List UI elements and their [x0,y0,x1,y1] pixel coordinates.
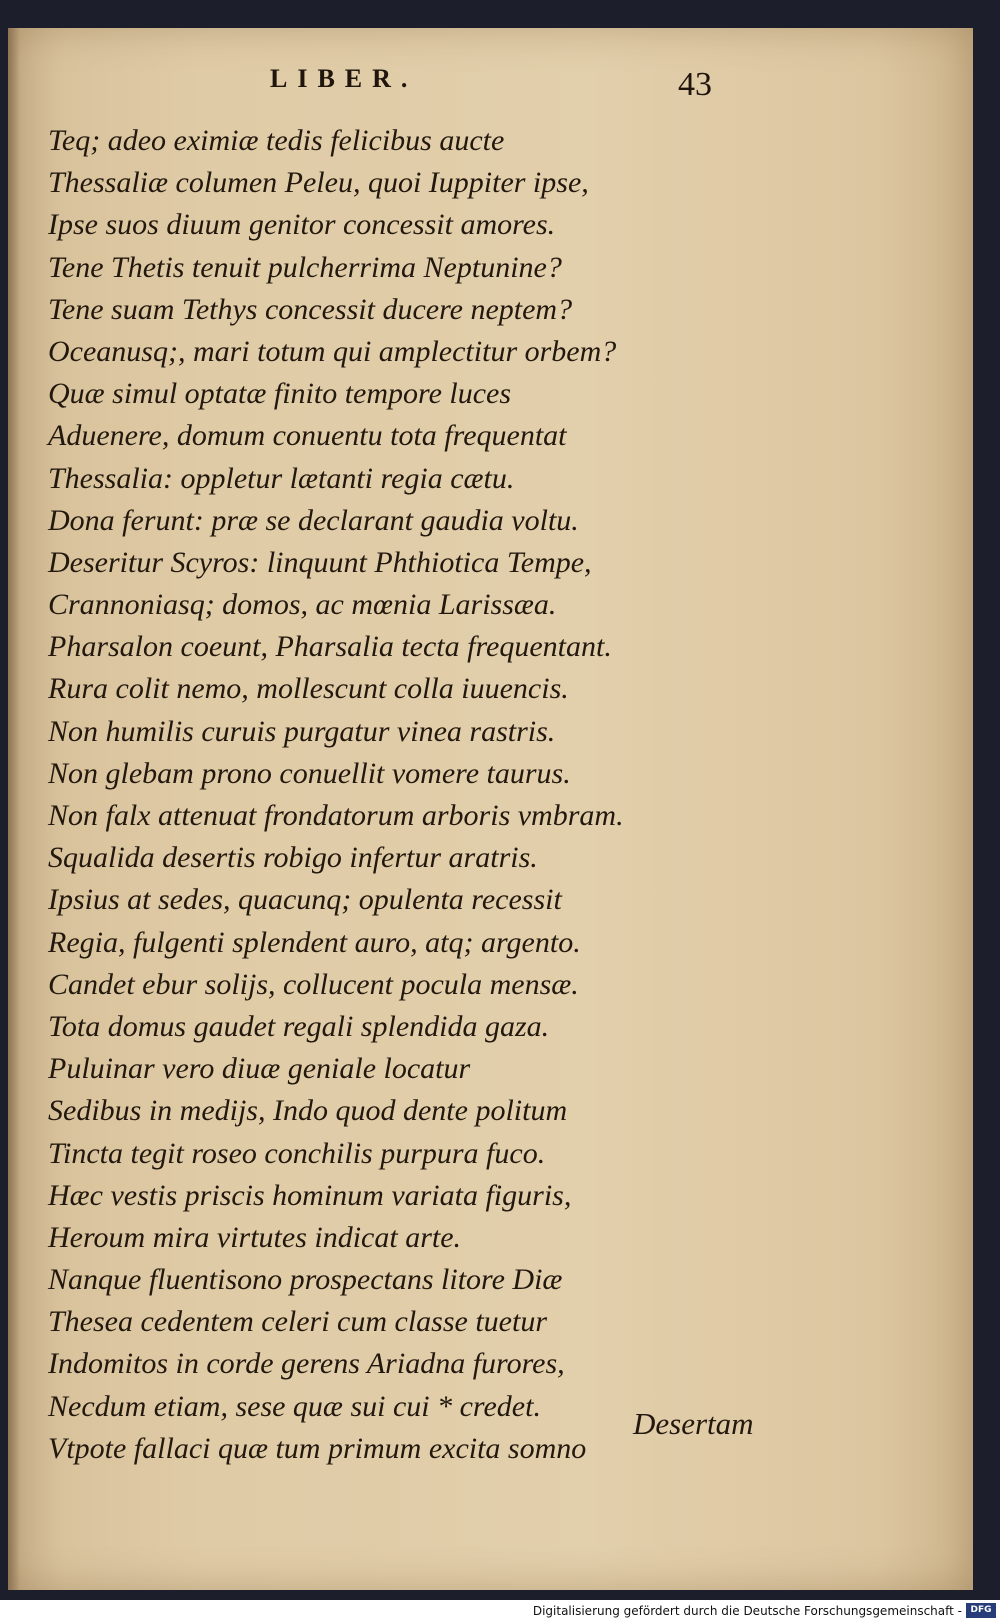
page-gutter-shadow [8,28,20,1590]
verse-line: Tincta tegit roseo conchilis purpura fuco. [48,1136,546,1170]
verse-block [48,120,748,1470]
book-page [8,28,973,1590]
verse-line: Deseritur Scyros: linquunt Phthiotica Tempe, [48,545,592,579]
verse-line: Quæ simul optatæ finito tempore luces [48,377,512,411]
verse-line: Ipse suos diuum genitor concessit amores. [48,208,556,242]
verse-line: Regia, fulgenti splendent auro, atq; argento. [48,925,581,959]
verse-line: Thesea cedentem celeri cum classe tuetur [48,1305,547,1339]
verse-line: Non falx attenuat frondatorum arboris vmbram. [48,799,624,832]
digitization-footer [0,1600,1000,1623]
verse-line: Rura colit nemo, mollescunt colla iuuencis. [48,672,569,706]
verse-line: Necdum etiam, sese quæ sui cui * credet. [48,1389,541,1423]
verse-line: Thessalia: oppletur lætanti regia cætu. [48,461,515,495]
verse-line: Teq; adeo eximiæ tedis felicibus aucte [48,124,505,157]
verse-line: Oceanusq;, mari totum qui amplectitur orbem? [48,334,617,368]
verse-line: Tota domus gaudet regali splendida gaza. [48,1009,550,1043]
verse-line: Tene Thetis tenuit pulcherrima Neptunine? [48,250,562,284]
funding-credit: Digitalisierung gefördert durch die Deutsche Forschungsgemeinschaft - [532,1604,962,1618]
verse-line: Tene suam Tethys concessit ducere neptem? [48,292,573,326]
verse-line: Pharsalon coeunt, Pharsalia tecta frequentant. [48,630,612,664]
page-number: 43 [678,66,712,103]
catchword: Desertam [633,1406,754,1441]
verse-line: Thessaliæ columen Peleu, quoi Iuppiter ipse, [48,166,589,200]
verse-line: Aduenere, domum conuentu tota frequentat [48,419,567,453]
verse-line: Sedibus in medijs, Indo quod dente politum [48,1094,568,1128]
verse-line: Dona ferunt: præ se declarant gaudia voltu. [48,503,579,537]
verse-line: Non glebam prono conuellit vomere taurus. [48,756,571,790]
verse-line: Non humilis curuis purgatur vinea rastris. [48,714,556,748]
verse-line: Vtpote fallaci quæ tum primum excita somno [48,1431,587,1465]
verse-line: Hæc vestis priscis hominum variata figuris, [48,1178,572,1212]
verse-line: Candet ebur solijs, collucent pocula mensæ. [48,967,579,1001]
verse-line: Indomitos in corde gerens Ariadna furores, [48,1347,565,1381]
verse-line: Puluinar vero diuæ geniale locatur [48,1052,471,1086]
page-header [8,64,973,104]
verse-line: Crannoniasq; domos, ac mœnia Larissæa. [48,588,557,622]
verse-line: Heroum mira virtutes indicat arte. [48,1220,462,1254]
verse-line: Nanque fluentisono prospectans litore Diæ [48,1263,563,1297]
dfg-logo-icon: DFG [966,1603,996,1618]
verse-line: Squalida desertis robigo infertur aratris. [48,841,538,875]
verse-line: Ipsius at sedes, quacunq; opulenta recessit [48,883,562,917]
running-head: LIBER. [270,64,418,93]
